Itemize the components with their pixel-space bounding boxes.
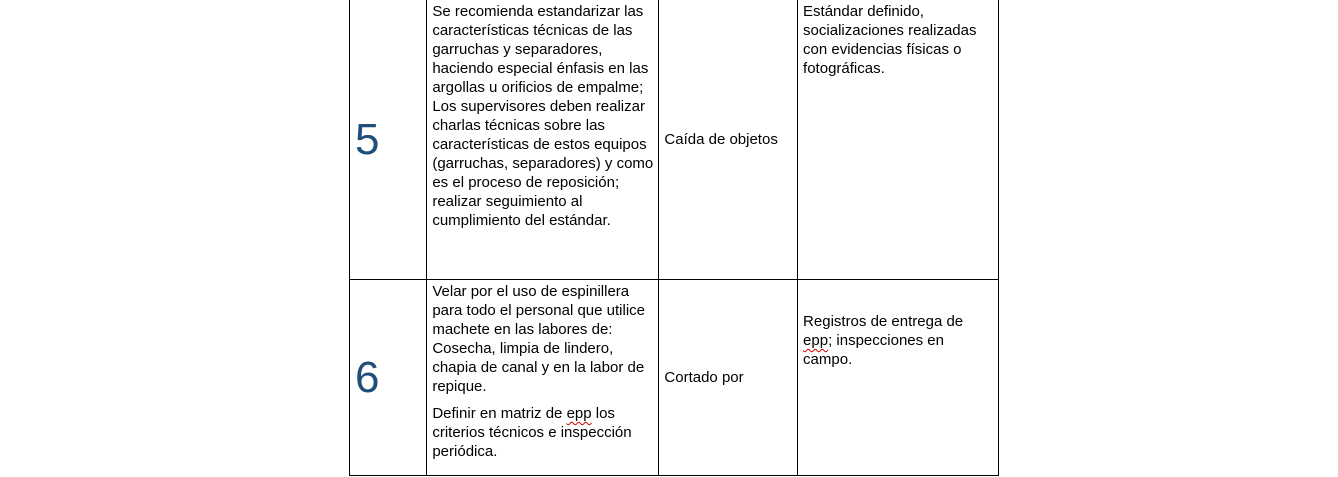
spellcheck-flagged-word: epp xyxy=(566,405,592,422)
action-paragraph-1: Velar por el uso de espinillera para todo el personal que utilice machete en las labores de: Cosecha, limpia de lindero, chapia de canal y en la labor de repique. xyxy=(432,283,645,395)
evidence-cell xyxy=(798,280,999,476)
evidence-suffix: ; inspecciones en campo. xyxy=(803,332,944,368)
action-cell xyxy=(427,280,659,476)
action-paragraph-2 xyxy=(432,404,654,461)
table-row xyxy=(350,0,999,280)
action-cell xyxy=(427,0,659,280)
spellcheck-flagged-word: epp xyxy=(803,332,829,349)
action-text: Se recomienda estandarizar las características técnicas de las garruchas y separadores, haciendo especial énfasis en las argollas u orificios de empalme; Los supervisores deben realizar charlas técnicas sobre las características de estos equipos (garruchas, separadores) y como es el proceso de reposición; realizar seguimiento al cumplimiento del estándar. xyxy=(432,3,654,229)
action-paragraph-2-suffix: los criterios técnicos e inspección periódica. xyxy=(432,405,632,460)
controls-table xyxy=(349,0,999,476)
evidence-text: Estándar definido, socializaciones realizadas con evidencias físicas o fotográficas. xyxy=(803,3,977,77)
action-paragraph-2-prefix: Definir en matriz de xyxy=(432,405,567,422)
evidence-cell xyxy=(798,0,999,280)
evidence-prefix: Registros de entrega de xyxy=(803,313,964,330)
row-number-cell xyxy=(350,280,427,476)
risk-text: Cortado por xyxy=(664,369,744,386)
row-number: 5 xyxy=(355,114,380,164)
row-number-cell xyxy=(350,0,427,280)
risk-text: Caída de objetos xyxy=(664,131,778,148)
risk-cell xyxy=(659,0,798,280)
row-number: 6 xyxy=(355,352,380,402)
risk-cell xyxy=(659,280,798,476)
table-row xyxy=(350,280,999,476)
